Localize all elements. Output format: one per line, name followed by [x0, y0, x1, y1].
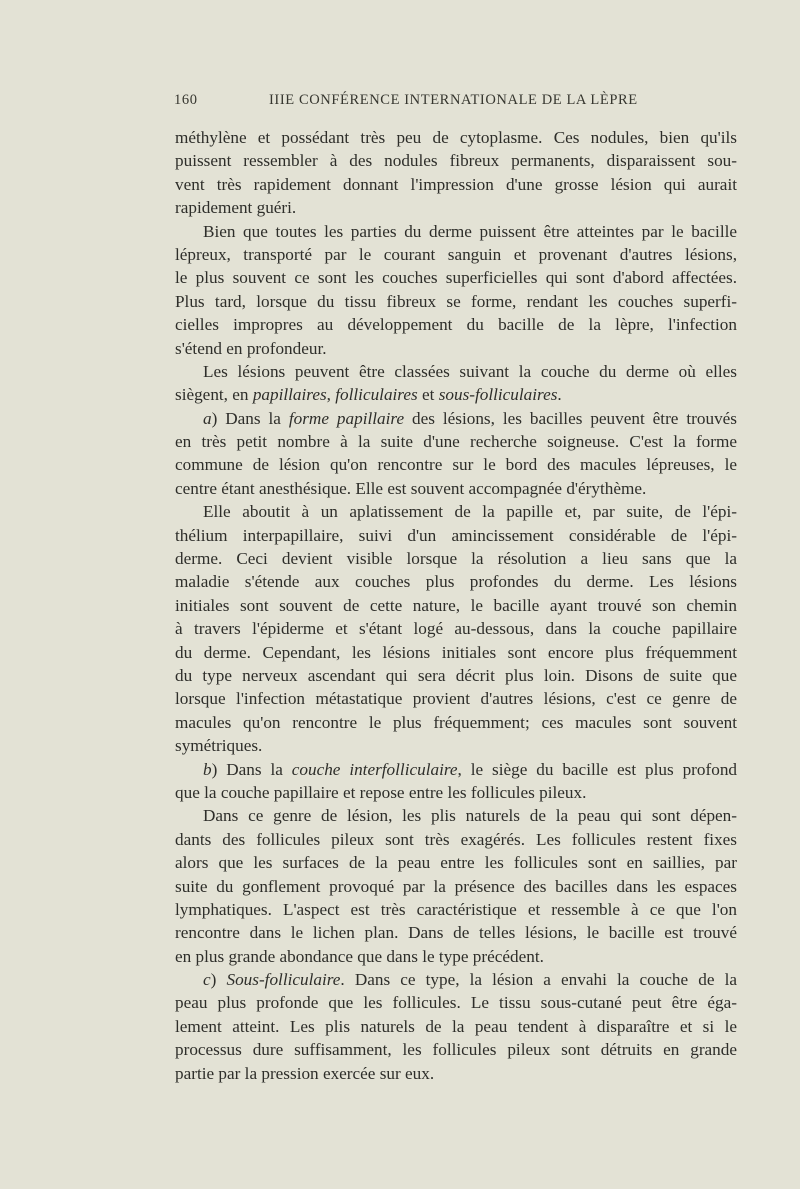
italic-text: forme papillaire [288, 408, 405, 428]
text-span: thélium interpapillaire, suivi d'un amincissement considérable de l'épi- [175, 525, 737, 545]
text-span: dants des follicules pileux sont très exagérés. Les follicules restent fixes [175, 829, 737, 849]
text-line [175, 266, 737, 289]
text-line [175, 921, 737, 944]
text-span: en plus grande abondance que dans le type précédent. [175, 946, 544, 966]
text-span: . Dans ce type, la lésion a envahi la couche de la [340, 970, 737, 990]
text-line [175, 196, 737, 219]
text-line [175, 360, 737, 383]
text-line [175, 337, 737, 360]
text-span: lement atteint. Les plis naturels de la peau tendent à disparaître et si le [175, 1016, 737, 1036]
text-line [175, 383, 737, 406]
text-span: . [557, 385, 562, 405]
text-span: du type nerveux ascendant qui sera décrit plus loin. Disons de suite que [175, 665, 737, 685]
text-line [175, 243, 737, 266]
running-header [174, 92, 644, 114]
text-span: peau plus profonde que les follicules. Le tissu sous-cutané peut être éga- [175, 993, 737, 1013]
text-span: Dans ce genre de lésion, les plis naturels de la peau qui sont dépen- [203, 806, 737, 826]
text-line [175, 1015, 737, 1038]
text-line [175, 875, 737, 898]
italic-text: papillaires [252, 385, 327, 405]
text-span: Bien que toutes les parties du derme puissent être atteintes par le bacille [203, 221, 737, 241]
text-line [175, 641, 737, 664]
text-line [175, 968, 737, 991]
text-span: macules qu'on rencontre le plus fréquemment; ces macules sont souvent [175, 712, 737, 732]
text-span: rapidement guéri. [175, 198, 297, 218]
text-span: processus dure suffisamment, les follicules pileux sont détruits en grande [175, 1040, 737, 1060]
text-span: maladie s'étende aux couches plus profondes du derme. Les lésions [175, 572, 737, 592]
text-span: Plus tard, lorsque du tissu fibreux se forme, rendant les couches superfi- [175, 291, 737, 311]
text-line [175, 1062, 737, 1085]
italic-text: folliculaires [335, 385, 418, 405]
text-span: Les lésions peuvent être classées suivant la couche du derme où elles [203, 361, 737, 381]
text-line [175, 851, 737, 874]
text-line [175, 407, 737, 430]
text-span: Elle aboutit à un aplatissement de la papille et, par suite, de l'épi- [203, 502, 737, 522]
text-span: siègent, en [175, 385, 253, 405]
text-span: alors que les surfaces de la peau entre les follicules sont en saillies, par [175, 853, 737, 873]
text-span: le plus souvent ce sont les couches superficielles qui sont d'abord affectées. [175, 268, 737, 288]
text-span: ) Dans la [211, 408, 289, 428]
text-span: vent très rapidement donnant l'impression d'une grosse lésion qui aurait [175, 174, 737, 194]
text-span: symétriques. [175, 736, 263, 756]
italic-text: Sous-folliculaire [226, 970, 341, 990]
text-line [175, 313, 737, 336]
text-span: méthylène et possédant très peu de cytoplasme. Ces nodules, bien qu'ils [175, 128, 737, 147]
text-span: partie par la pression exercée sur eux. [175, 1063, 435, 1083]
text-span: derme. Ceci devient visible lorsque la résolution a lieu sans que la [175, 549, 737, 569]
text-line [175, 664, 737, 687]
text-span: lymphatiques. L'aspect est très caractéristique et ressemble à ce que l'on [175, 899, 737, 919]
text-line [175, 781, 737, 804]
text-span: à travers l'épiderme et s'étant logé au-dessous, dans la couche papillaire [175, 619, 737, 639]
text-span: des lésions, les bacilles peuvent être trouvés [404, 408, 737, 428]
text-line [175, 220, 737, 243]
text-span: puissent ressembler à des nodules fibreux permanents, disparaissent sou- [175, 151, 737, 171]
text-span: s'étend en profondeur. [175, 338, 327, 358]
italic-text: sous-folliculaires [438, 385, 558, 405]
text-span: commune de lésion qu'on rencontre sur le bord des macules lépreuses, le [175, 455, 737, 475]
text-line [175, 524, 737, 547]
text-line [175, 898, 737, 921]
text-span: que la couche papillaire et repose entre les follicules pileux. [175, 782, 587, 802]
italic-text: b [203, 759, 212, 779]
text-line [175, 945, 737, 968]
text-span: centre étant anesthésique. Elle est souvent accompagnée d'érythème. [175, 478, 647, 498]
text-line [175, 290, 737, 313]
text-line [175, 1038, 737, 1061]
text-line [175, 547, 737, 570]
text-span: rencontre dans le lichen plan. Dans de telles lésions, le bacille est trouvé [175, 923, 737, 943]
text-line [175, 149, 737, 172]
text-span: initiales sont souvent de cette nature, le bacille ayant trouvé son chemin [175, 595, 737, 615]
text-line [175, 453, 737, 476]
text-line [175, 594, 737, 617]
text-line [175, 734, 737, 757]
italic-text: c [203, 970, 211, 990]
text-span: du derme. Cependant, les lésions initiales sont encore plus fréquemment [175, 642, 737, 662]
page-number: 160 [174, 92, 198, 108]
italic-text: couche interfolliculaire [291, 759, 458, 779]
text-span: ) [210, 970, 227, 990]
text-span: et [417, 385, 439, 405]
text-span: lépreux, transporté par le courant sanguin et provenant d'autres lésions, [175, 244, 737, 264]
text-span: , [326, 385, 336, 405]
text-line [175, 430, 737, 453]
text-line [175, 500, 737, 523]
text-line [175, 804, 737, 827]
text-span: , le siège du bacille est plus profond [457, 759, 738, 779]
body-text [175, 126, 737, 1085]
text-line [175, 617, 737, 640]
text-line [175, 758, 737, 781]
text-line [175, 173, 737, 196]
text-span: suite du gonflement provoqué par la présence des bacilles dans les espaces [175, 876, 737, 896]
text-span: ) Dans la [211, 759, 292, 779]
text-line [175, 570, 737, 593]
text-line [175, 477, 737, 500]
italic-text: a [203, 408, 212, 428]
text-span: lorsque l'infection métastatique provient d'autres lésions, c'est ce genre de [175, 689, 737, 709]
running-title: IIIE CONFÉRENCE INTERNATIONALE DE LA LÈPRE [269, 92, 638, 108]
text-line [175, 126, 737, 149]
text-line [175, 828, 737, 851]
text-line [175, 711, 737, 734]
text-span: en très petit nombre à la suite d'une recherche soigneuse. C'est la forme [175, 432, 737, 452]
text-line [175, 991, 737, 1014]
text-line [175, 687, 737, 710]
text-span: cielles impropres au développement du bacille de la lèpre, l'infection [175, 315, 737, 335]
